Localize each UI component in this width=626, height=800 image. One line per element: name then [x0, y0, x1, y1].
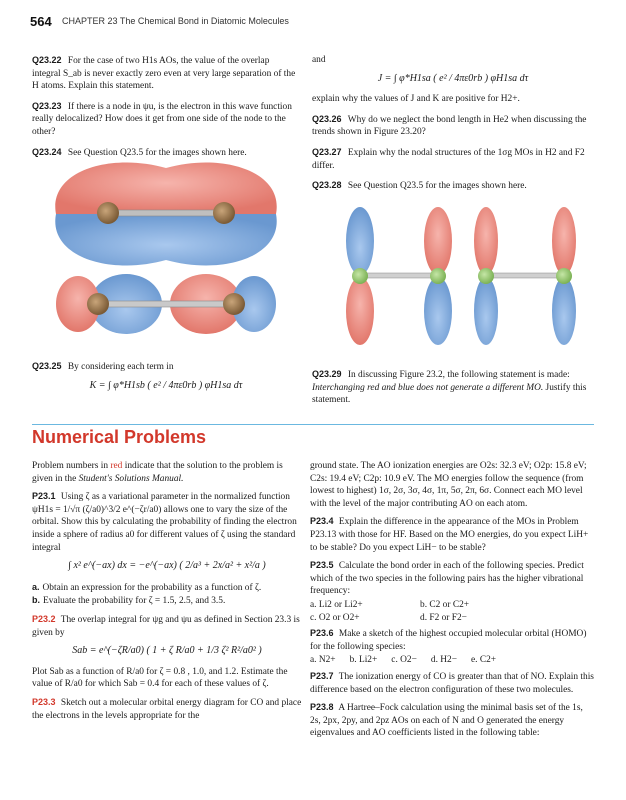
- problem-text: Explain the difference in the appearance of the MOs in Problem P23.13 with those for HF. Based on the MO energies, do you expect LiH+ to be stable? Do you expect LiH− to be stable?: [310, 517, 589, 553]
- question-number: Q23.25: [32, 361, 62, 371]
- page-header: [30, 14, 596, 30]
- question-text-end: Justify this statement.: [312, 382, 587, 406]
- problem-text: Calculate the bond order in each of the following species. Predict which of the two species in the following pairs has the higher vibrational frequency:: [310, 561, 584, 597]
- problem-23-1: [32, 490, 302, 554]
- question-text: If there is a node in ψu, is the electron in this wave function really delocalized? How does it get from one side of the node to the other?: [32, 101, 292, 137]
- standard-integral-equation: ∫ x² e^(−ax) dx = −e^(−ax) ( 2/a³ + 2x/a² + x²/a ): [68, 560, 266, 572]
- problem-23-2: [32, 613, 302, 639]
- species-item: d. H2−: [430, 655, 457, 666]
- problem-23-3-continued: ground state. The AO ionization energies are O2s: 32.3 eV; O2p: 15.8 eV; C2s: 19.4 eV; C2p: 10.9 eV. The MO energies follow the sequence (from lowest to highest) 1σ, 2σ, 3σ, 4σ, 1π, 5σ, 2π, 6σ. Connect each MO level with the level of the major contributing AO on each atom.: [310, 461, 587, 509]
- problem-text: Make a sketch of the highest occupied molecular orbital (HOMO) for the following species:: [310, 629, 587, 652]
- atom-sphere: [213, 202, 235, 224]
- atom-sphere: [223, 293, 245, 315]
- right-top-column: [312, 54, 594, 200]
- species-item: c. O2−: [391, 655, 417, 666]
- species-item: e. C2+: [471, 655, 497, 666]
- question-text: See Question Q23.5 for the images shown here.: [67, 147, 247, 158]
- intro-text: Problem numbers in: [32, 461, 111, 471]
- part-label: b.: [32, 595, 40, 606]
- atom-sphere: [97, 202, 119, 224]
- page-number: 564: [30, 14, 52, 29]
- atom-sphere: [87, 293, 109, 315]
- question-text: See Question Q23.5 for the images shown here.: [347, 181, 527, 192]
- part-b: [32, 594, 302, 608]
- question-23-23: [32, 100, 300, 139]
- question-text: Why do we neglect the bond length in He2 when discussing the trends shown in Figure 23.20?: [312, 114, 587, 138]
- question-23-22: [32, 54, 300, 93]
- running-title: CHAPTER 23 The Chemical Bond in Diatomic Molecules: [62, 16, 289, 26]
- question-23-27: [312, 146, 594, 172]
- pair-item: d. F2 or F2−: [420, 612, 467, 623]
- question-emphasis: Interchanging red and blue does not generate a different MO.: [312, 382, 544, 393]
- part-a: [32, 581, 302, 595]
- problem-23-6: [310, 627, 594, 653]
- problem-number: P23.1: [32, 491, 56, 502]
- manual-title: Student's Solutions Manual.: [78, 473, 184, 484]
- question-23-25: [32, 360, 300, 400]
- question-23-28: [312, 179, 594, 193]
- question-number: Q23.22: [32, 55, 62, 65]
- question-number: Q23.28: [312, 180, 342, 191]
- problem-number: P23.2: [32, 613, 56, 624]
- problem-text: Using ζ as a variational parameter in the normalized function ψH1s = 1/√π (ζ/a0)^3/2 e^(−ζr/a0) allows one to vary the size of the orbital. Show this by calculating the probability of finding the electron inside a sphere of radius a0 for different values of ζ using the standard integral: [32, 492, 297, 553]
- pi-orbital-image-left: [346, 207, 452, 345]
- mo-lobes-figure-left: [38, 152, 293, 352]
- problem-23-2-followup: Plot Sab as a function of R/a0 for ζ = 0.8 , 1.0, and 1.2. Estimate the value of R/a0 for which Sab = 0.4 for each of these values of ζ.: [32, 666, 288, 690]
- problem-number: P23.5: [310, 560, 334, 571]
- intro-red-word: red: [110, 461, 123, 471]
- j-k-explanation: explain why the values of J and K are positive for H2+.: [312, 94, 520, 105]
- problem-text: The overlap integral for ψg and ψu as defined in Section 23.3 is given by: [32, 614, 300, 638]
- problem-23-7: [310, 670, 594, 696]
- problems-intro: [32, 460, 302, 485]
- left-bottom-column: [32, 460, 302, 727]
- question-text: For the case of two H1s AOs, the value of the overlap integral S_ab is never exactly zero even at very large separation of the H atoms. Explain this statement.: [32, 56, 296, 92]
- question-number: Q23.29: [312, 369, 342, 379]
- overlap-integral-equation: Sab = e^(−ζR/a0) ( 1 + ζ R/a0 + 1/3 ζ² R²/a0² ): [72, 645, 262, 657]
- atom-sphere: [556, 268, 572, 284]
- atom-sphere: [478, 268, 494, 284]
- problem-number: P23.6: [310, 628, 334, 639]
- species-item: a. N2+: [310, 655, 336, 666]
- problem-23-8: [310, 701, 594, 740]
- species-pairs: [310, 599, 530, 624]
- problem-23-3: [32, 696, 302, 722]
- question-number: Q23.27: [312, 146, 342, 157]
- section-rule: [32, 424, 594, 425]
- mo-lobes-figure-right: [338, 203, 583, 353]
- part-label: a.: [32, 581, 40, 592]
- problem-text: The ionization energy of CO is greater than that of NO. Explain this difference based on the electron configuration of these two molecules.: [310, 671, 594, 695]
- right-bottom-column: [310, 460, 594, 745]
- atom-sphere: [430, 268, 446, 284]
- intro-text: indicate that the solution to the problem is given in the: [32, 461, 283, 484]
- question-number: Q23.23: [32, 100, 62, 111]
- problem-23-5: [310, 559, 594, 598]
- pair-item: a. Li2 or Li2+: [310, 599, 363, 610]
- problem-23-4: [310, 515, 594, 554]
- question-23-26: [312, 113, 594, 139]
- question-23-29: [312, 368, 594, 407]
- question-text: By considering each term in: [67, 362, 174, 372]
- j-integral-equation: J = ∫ φ*H1sa ( e² / 4πε0rb ) φH1sa dτ: [377, 72, 529, 84]
- question-number: Q23.24: [32, 146, 62, 157]
- problem-number: P23.7: [310, 670, 334, 681]
- antibonding-orbital-image: [56, 274, 276, 334]
- pi-orbital-image-right: [474, 207, 576, 345]
- problem-text: Sketch out a molecular orbital energy diagram for CO and place the electrons in the levels appropriate for the: [32, 697, 302, 721]
- section-title: Numerical Problems: [32, 427, 207, 447]
- bonding-orbital-image: [55, 163, 276, 266]
- problem-number: P23.3: [32, 696, 56, 707]
- species-item: b. Li2+: [349, 655, 378, 666]
- problem-number: P23.4: [310, 516, 334, 527]
- problem-text: A Hartree–Fock calculation using the minimal basis set of the 1s, 2s, 2px, 2py, and 2pz AOs on each of N and O generated the energy eigenvalues and AO coefficients listed in the following table:: [310, 703, 583, 739]
- problem-number: P23.8: [310, 702, 334, 713]
- part-text: Evaluate the probability for ζ = 1.5, 2.5, and 3.5.: [43, 596, 226, 607]
- pair-item: b. C2 or C2+: [420, 599, 470, 610]
- and-word: and: [312, 55, 326, 65]
- atom-sphere: [352, 268, 368, 284]
- k-integral-equation: K = ∫ φ*H1sb ( e² / 4πε0rb ) φH1sa dτ: [89, 379, 243, 391]
- question-number: Q23.26: [312, 113, 342, 124]
- left-top-column: [32, 54, 300, 166]
- pair-item: c. O2 or O2+: [310, 612, 360, 623]
- species-list: [310, 654, 594, 667]
- part-text: Obtain an expression for the probability as a function of ζ.: [42, 582, 262, 593]
- question-text: Explain why the nodal structures of the 1σg MOs in H2 and F2 differ.: [312, 147, 585, 171]
- question-text: In discussing Figure 23.2, the following statement is made:: [347, 370, 570, 380]
